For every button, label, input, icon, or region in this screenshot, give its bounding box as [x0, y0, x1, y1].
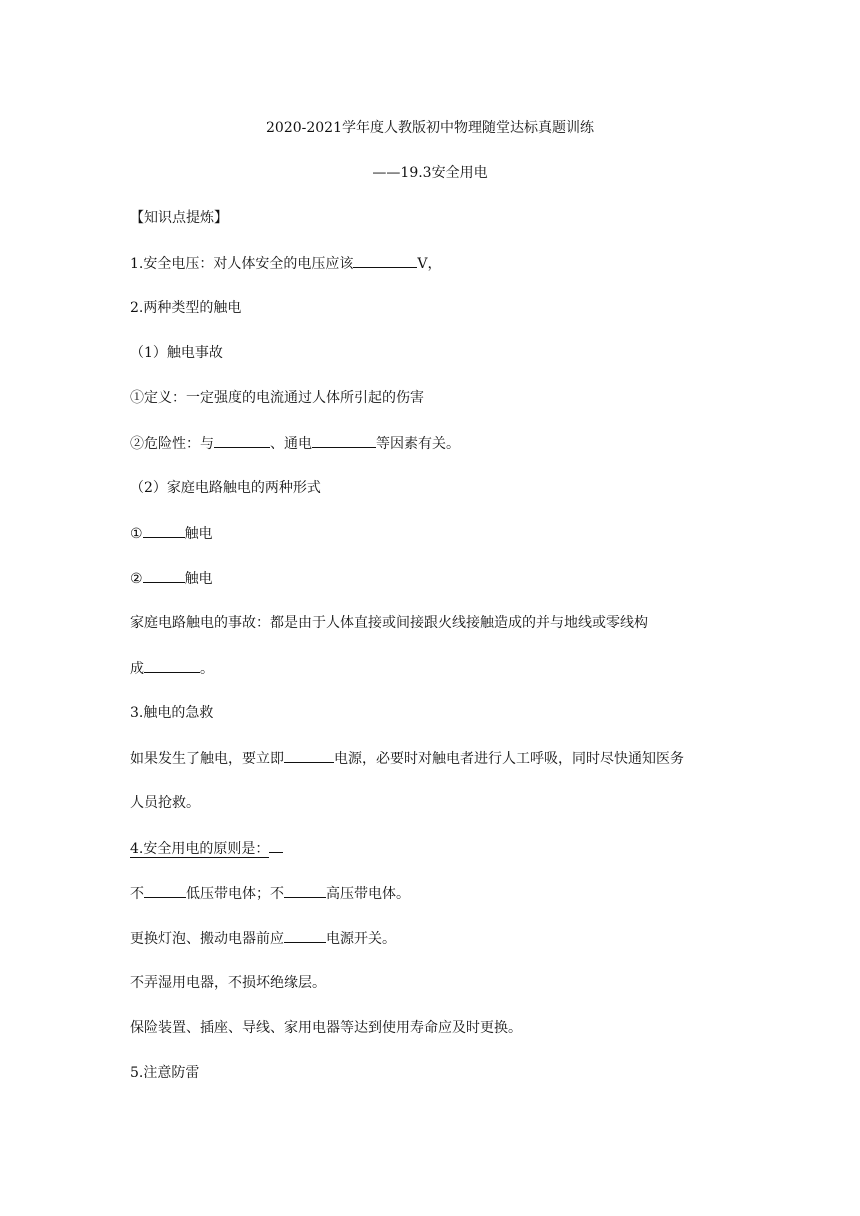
item-text: 4.安全用电的原则是：	[130, 841, 270, 857]
item-definition: ①定义：一定强度的电流通过人体所引起的伤害	[130, 390, 424, 406]
item-text: 低压带电体；不	[186, 886, 284, 902]
item-principle-contact	[130, 883, 410, 904]
item-text: 电源，必要时对触电者进行人工呼吸，同时尽快通知医务	[334, 751, 684, 767]
item-text: 电源开关。	[326, 931, 396, 947]
answer-blank	[143, 568, 185, 583]
item-principle-insulation: 不弄湿用电器，不损坏绝缘层。	[130, 975, 326, 991]
item-principle-replace: 保险装置、插座、导线、家用电器等达到使用寿命应及时更换。	[130, 1020, 522, 1036]
answer-blank	[144, 883, 186, 898]
answer-blank	[353, 253, 417, 268]
answer-blank	[284, 748, 334, 763]
item-form-1	[130, 523, 213, 544]
item-first-aid-cont: 人员抢救。	[130, 795, 200, 811]
item-heading-principles	[130, 838, 283, 859]
item-text: 成	[130, 661, 144, 677]
item-text: V，	[417, 256, 442, 272]
item-text: 不	[130, 886, 144, 902]
answer-blank	[143, 523, 185, 538]
item-household-accident: 家庭电路触电的事故：都是由于人体直接或间接跟火线接触造成的并与地线或零线构	[130, 615, 648, 631]
answer-blank	[312, 433, 376, 448]
item-first-aid	[130, 748, 684, 769]
item-text: ②危险性：与	[130, 436, 214, 452]
answer-blank	[284, 928, 326, 943]
item-household-accident-cont	[130, 658, 214, 679]
answer-blank	[214, 433, 270, 448]
item-danger	[130, 433, 460, 454]
underline-mark	[269, 838, 283, 853]
item-subheading-household: （2）家庭电路触电的两种形式	[130, 480, 321, 496]
item-text: ①	[130, 526, 143, 542]
item-text: 高压带电体。	[326, 886, 410, 902]
item-text: 触电	[184, 526, 213, 542]
section-label: 【知识点提炼】	[130, 210, 228, 226]
item-text: 、通电	[270, 436, 312, 452]
item-form-2	[130, 568, 213, 589]
answer-blank	[144, 658, 200, 673]
item-heading-lightning: 5.注意防雷	[130, 1065, 200, 1081]
item-safe-voltage	[130, 253, 441, 274]
item-text: 触电	[184, 571, 213, 587]
document-title: 2020-2021学年度人教版初中物理随堂达标真题训练	[266, 120, 594, 136]
item-text: 1.安全电压：对人体安全的电压应该	[130, 256, 354, 272]
item-text: 。	[200, 661, 214, 677]
item-principle-switch	[130, 928, 396, 949]
item-text: 如果发生了触电，要立即	[130, 751, 284, 767]
answer-blank	[284, 883, 326, 898]
item-text: 更换灯泡、搬动电器前应	[130, 931, 284, 947]
item-text: 等因素有关。	[376, 436, 460, 452]
item-heading-shock-types: 2.两种类型的触电	[130, 300, 242, 316]
item-heading-first-aid: 3.触电的急救	[130, 705, 214, 721]
document-subtitle: ——19.3安全用电	[372, 165, 488, 181]
item-subheading-shock-accident: （1）触电事故	[130, 345, 223, 361]
item-text: ②	[130, 571, 143, 587]
